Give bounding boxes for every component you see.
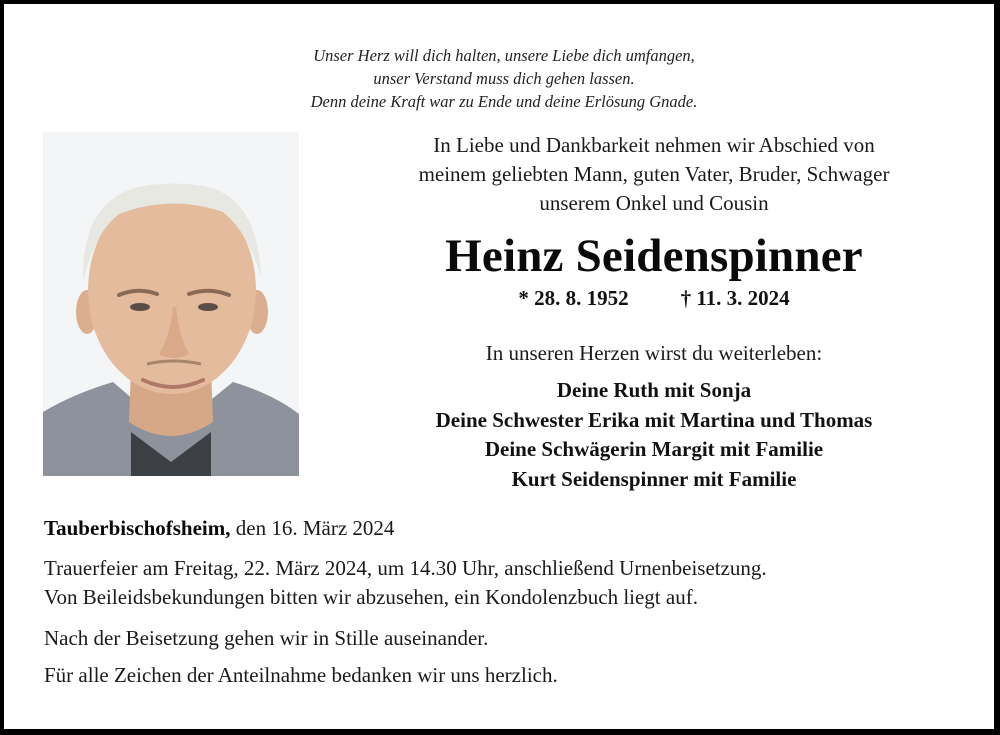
service-line: Von Beileidsbekundungen bitten wir abzusehen, ein Kondolenzbuch liegt auf. <box>44 585 698 609</box>
remembrance-line: In unseren Herzen wirst du weiterleben: <box>485 341 823 365</box>
motto-line: Unser Herz will dich halten, unsere Liebe dich umfangen, <box>313 46 695 65</box>
intro-line: In Liebe und Dankbarkeit nehmen wir Abschied von <box>433 133 875 157</box>
service-info <box>44 554 964 612</box>
mourner-entry: Deine Ruth mit Sonja <box>556 378 752 402</box>
intro-line: unserem Onkel und Cousin <box>539 191 769 215</box>
life-dates <box>344 284 964 312</box>
mourner-entry: Kurt Seidenspinner mit Familie <box>511 466 797 491</box>
farewell-intro <box>344 131 964 218</box>
obituary-card <box>4 4 994 729</box>
portrait-photo <box>43 132 299 476</box>
deceased-name: Heinz Seidenspinner <box>445 230 863 282</box>
intro-line: meinem geliebten Mann, guten Vater, Bruder, Schwager <box>418 162 890 186</box>
motto-line: Denn deine Kraft war zu Ende und deine Erlösung Gnade. <box>310 92 698 111</box>
mourner-entry: Deine Schwester Erika mit Martina und Thomas <box>435 407 873 432</box>
notice-date: den 16. März 2024 <box>230 516 395 540</box>
birth-date: * 28. 8. 1952 <box>518 286 629 310</box>
death-date: † 11. 3. 2024 <box>680 286 790 310</box>
motto-verse <box>4 44 1000 113</box>
place-name: Tauberbischofsheim, <box>44 516 231 540</box>
thanks-note: Für alle Zeichen der Anteilnahme bedanken wir uns herzlich. <box>44 663 558 687</box>
motto-line: unser Verstand muss dich gehen lassen. <box>373 69 635 88</box>
mourners-list <box>344 376 964 494</box>
portrait-image <box>43 132 299 476</box>
service-line: Trauerfeier am Freitag, 22. März 2024, um 14.30 Uhr, anschließend Urnenbeisetzung. <box>44 556 767 580</box>
mourner-entry: Deine Schwägerin Margit mit Familie <box>484 437 824 461</box>
place-and-date <box>44 514 964 543</box>
silence-note: Nach der Beisetzung gehen wir in Stille auseinander. <box>44 626 489 650</box>
